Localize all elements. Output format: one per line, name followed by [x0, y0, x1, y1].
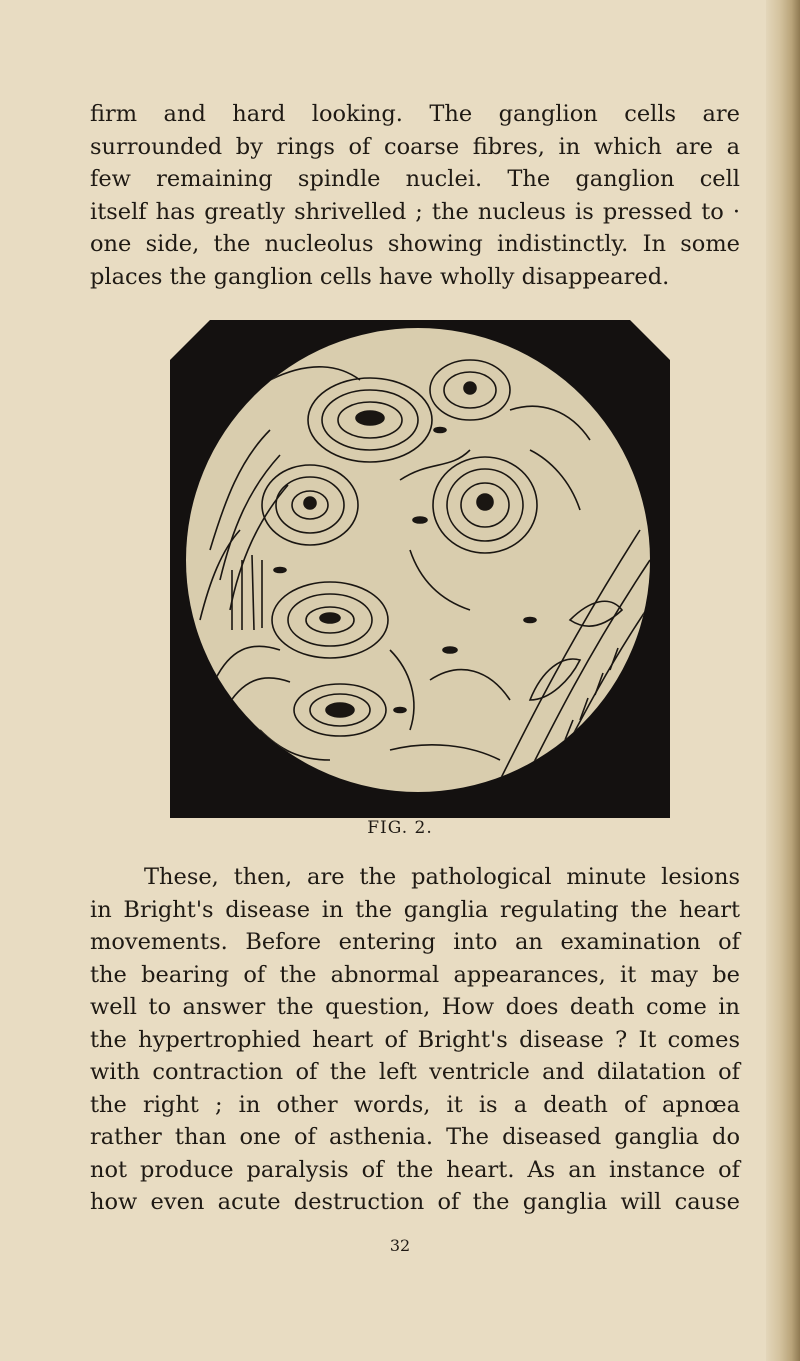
text-line: the hypertrophied heart of Bright's disease ? It comes — [90, 1026, 740, 1053]
text-line: the right ; in other words, it is a death of apnœa — [90, 1091, 740, 1118]
text-line: itself has greatly shrivelled ; the nucleus is pressed to · — [90, 198, 740, 225]
text-line: in Bright's disease in the ganglia regulating the heart — [90, 896, 740, 923]
text-line: one side, the nucleolus showing indistinctly. In some — [90, 231, 740, 257]
text-line: movements. Before entering into an examination of — [90, 929, 740, 955]
ganglion-cell-cluster — [262, 465, 358, 545]
microscope-illustration — [170, 320, 670, 818]
text-line: not produce paralysis of the heart. As an instance of — [90, 1156, 740, 1183]
text-line: the bearing of the abnormal appearances, it may be — [90, 961, 740, 988]
text-line: how even acute destruction of the ganglia will cause — [90, 1189, 740, 1215]
text-line: places the ganglion cells have wholly disappeared. — [90, 263, 670, 290]
text-line: These, then, are the pathological minute lesions — [144, 864, 740, 890]
paragraph-bottom — [90, 861, 740, 894]
text-line: with contraction of the left ventricle and dilatation of — [90, 1059, 740, 1085]
figure-caption: FIG. 2. — [367, 818, 433, 838]
text-line: firm and hard looking. The ganglion cells are — [90, 101, 740, 127]
paragraph-top-last-line — [90, 261, 740, 294]
page-number: 32 — [389, 1236, 411, 1255]
paragraph-bottom-body — [90, 894, 740, 1219]
text-line: well to answer the question, How does death come in — [90, 994, 740, 1020]
text-line: surrounded by rings of coarse fibres, in which are a — [90, 133, 740, 160]
text-line: rather than one of asthenia. The diseased ganglia do — [90, 1124, 740, 1150]
page-edge-shadow — [766, 0, 800, 1361]
text-line: few remaining spindle nuclei. The ganglion cell — [90, 166, 740, 192]
paragraph-top — [90, 98, 740, 261]
